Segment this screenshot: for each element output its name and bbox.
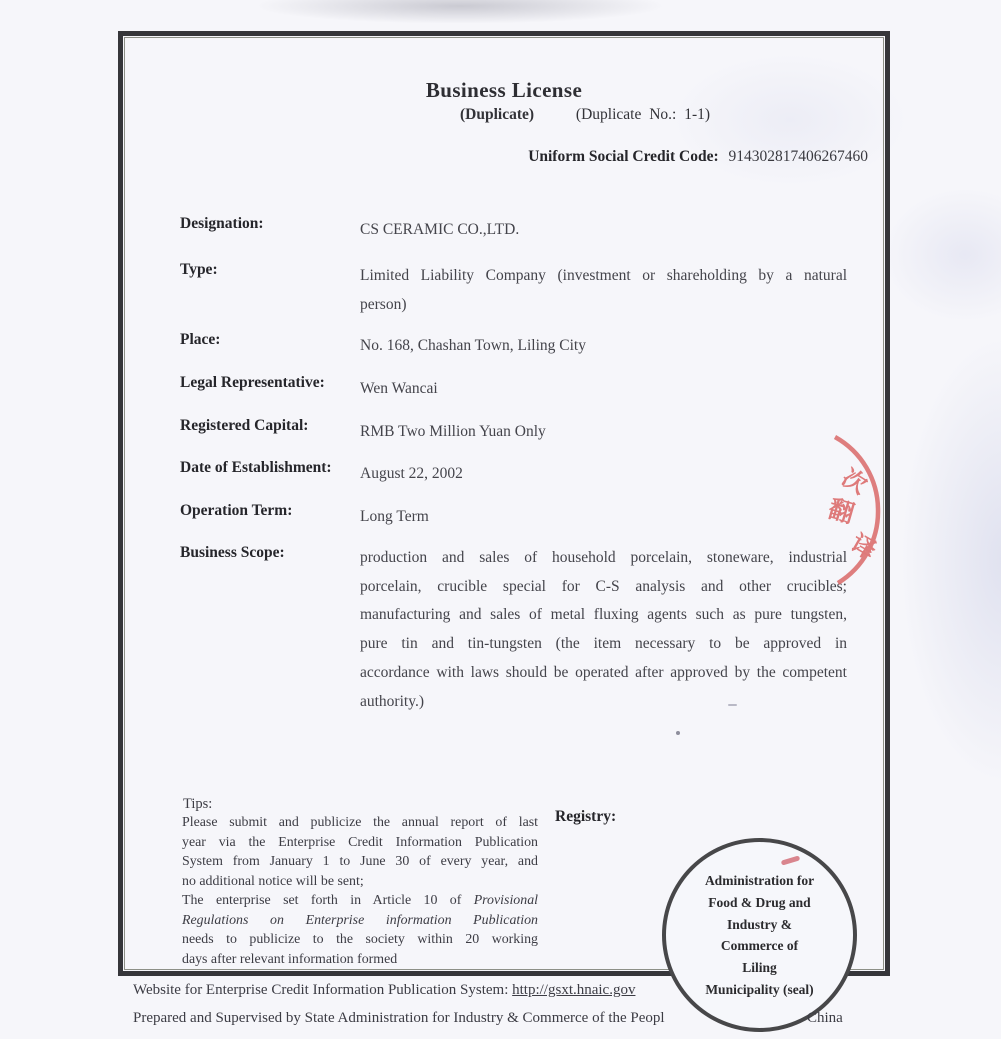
seal-text-line: Liling: [742, 960, 777, 976]
tips-line: needs to publicize to the society within 20 working: [182, 932, 538, 948]
tips-italic-text: Provisional: [473, 893, 538, 908]
scan-speck: [728, 704, 737, 706]
footer-website-label: Website for Enterprise Credit Information Publication System:: [133, 982, 513, 998]
red-ink-smudge: [781, 855, 801, 865]
field-value-line: CS CERAMIC CO.,LTD.: [360, 221, 520, 238]
tips-line: [182, 891, 538, 911]
seal-text-line: Food & Drug and: [708, 894, 811, 910]
field-value-business-scope: [360, 544, 847, 716]
field-value-line: No. 168, Chashan Town, Liling City: [360, 337, 586, 354]
field-label-designation: Designation:: [180, 215, 264, 232]
seal-text: [666, 870, 853, 1001]
subtitle-line: [460, 106, 710, 124]
tips-paragraph-1: [182, 813, 538, 891]
field-value-line: August 22, 2002: [360, 465, 463, 482]
tips-italic-line: Regulations on Enterprise information Publication: [182, 912, 538, 928]
red-stamp-char: 译: [846, 530, 880, 566]
field-value-line: Wen Wancai: [360, 380, 438, 397]
seal-text-line: Commerce of: [720, 938, 799, 954]
footer-website-url[interactable]: http://gsxt.hnaic.gov: [512, 982, 636, 998]
field-value-line: Limited Liability Company (investment or shareholding by a natural: [360, 267, 847, 284]
field-label-date-of-establishment: Date of Establishment:: [180, 459, 332, 476]
authority-round-seal: [662, 838, 857, 1032]
red-stamp-char: 次: [836, 465, 871, 500]
tips-paragraph-2: [182, 891, 538, 969]
credit-code-value: 914302817406267460: [728, 148, 868, 165]
tips-text: The enterprise set forth in Article 10 of: [182, 893, 474, 908]
field-value-designation: [360, 215, 847, 244]
field-label-operation-term: Operation Term:: [180, 502, 293, 519]
field-value-type: [360, 261, 847, 319]
registry-label: Registry:: [555, 808, 617, 825]
field-value-date-of-establishment: [360, 459, 847, 488]
field-value-line: production and sales of household porcelain, stoneware, industrial: [360, 549, 847, 566]
page-title: Business License: [425, 78, 583, 102]
credit-code-label: Uniform Social Credit Code:: [528, 148, 719, 165]
field-value-place: [360, 331, 847, 360]
field-value-operation-term: [360, 502, 847, 531]
footer-prepared-line-tail: China: [807, 1010, 843, 1026]
red-stamp-char: 翻: [825, 495, 857, 529]
field-value-line: porcelain, crucible special for C-S analysis and other crucibles;: [360, 577, 847, 595]
seal-text-line: Administration for: [704, 873, 815, 888]
red-stamp-arc: [803, 428, 888, 593]
field-value-line: authority.): [360, 692, 424, 710]
field-value-legal-representative: [360, 374, 847, 403]
field-value-line: person): [360, 296, 407, 313]
duplicate-number: (Duplicate No.: 1-1): [575, 106, 711, 123]
seal-text-line: Municipality (seal): [705, 981, 814, 997]
tips-heading: Tips:: [183, 796, 213, 812]
scan-speck: [676, 731, 680, 735]
field-label-business-scope: Business Scope:: [180, 544, 285, 561]
field-value-line: accordance with laws should be operated after approved by the competent: [360, 663, 847, 681]
tips-line: System from January 1 to June 30 of every year, and: [182, 854, 538, 870]
tips-line: year via the Enterprise Credit Information Publication: [182, 834, 538, 850]
field-label-place: Place:: [180, 331, 221, 348]
field-label-legal-representative: Legal Representative:: [180, 374, 325, 391]
field-value-registered-capital: [360, 417, 847, 446]
footer-website-line: [133, 982, 635, 999]
field-value-line: Long Term: [360, 508, 429, 525]
field-label-type: Type:: [180, 261, 218, 278]
footer-prepared-line: Prepared and Supervised by State Administration for Industry & Commerce of the Peopl: [133, 1010, 665, 1026]
tips-line: Please submit and publicize the annual report of last: [182, 815, 538, 830]
field-value-line: pure tin and tin-tungsten (the item necessary to be approved in: [360, 635, 847, 653]
field-value-line: RMB Two Million Yuan Only: [360, 423, 546, 440]
duplicate-label: (Duplicate): [460, 106, 535, 123]
tips-line: days after relevant information formed: [182, 951, 398, 967]
seal-text-line: Industry &: [727, 916, 792, 932]
tips-line: no additional notice will be sent;: [182, 873, 364, 889]
field-label-registered-capital: Registered Capital:: [180, 417, 309, 434]
field-value-line: manufacturing and sales of metal fluxing agents such as pure tungsten,: [360, 606, 847, 624]
credit-code-line: [528, 148, 868, 166]
